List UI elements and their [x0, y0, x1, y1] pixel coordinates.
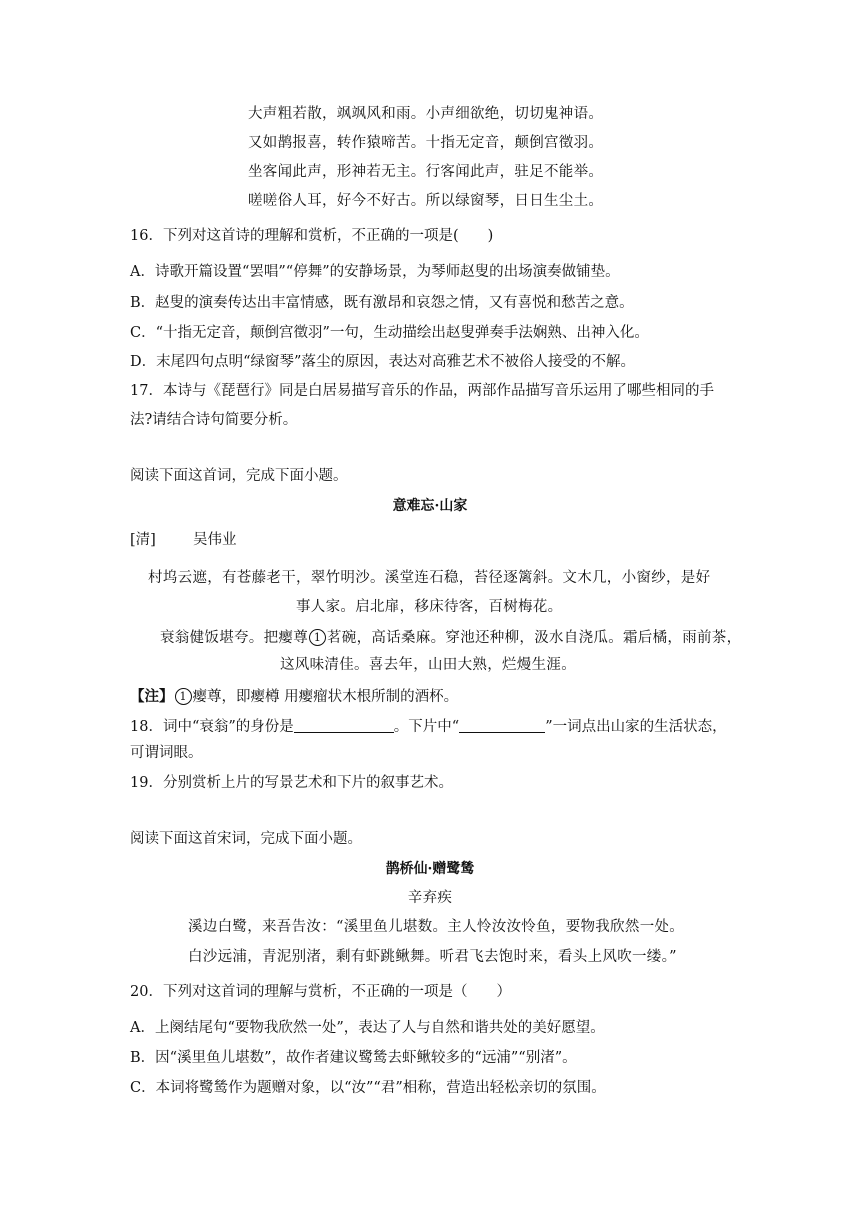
answer-blank[interactable] [294, 718, 394, 733]
author-dynasty: [清] [130, 532, 156, 548]
poem-line: 又如鹊报喜，转作猿啼苦。十指无定音，颠倒宫徵羽。 [248, 135, 604, 151]
note-text: 瘿尊，即瘿樽 用瘿瘤状木根所制的酒杯。 [192, 689, 459, 705]
answer-blank[interactable] [459, 718, 545, 733]
author-name: 吴伟业 [193, 532, 237, 548]
ci-title: 意难忘·山家 [392, 498, 468, 514]
ci-stanza1-line1: 村坞云遮，有苍藤老干，翠竹明沙。溪堂连石稳，苔径逐篱斜。文木几，小窗纱，是好 [148, 570, 711, 586]
question-16-option-d: D．末尾四句点明“绿窗琴”落尘的原因，表达对高雅艺术不被俗人接受的不解。 [130, 354, 635, 370]
poem-line: 坐客闻此声，形神若无主。行客闻此声，驻足不能举。 [248, 164, 604, 180]
section-intro: 阅读下面这首词，完成下面小题。 [130, 468, 348, 484]
question-19: 19．分别赏析上片的写景艺术和下片的叙事艺术。 [130, 775, 453, 791]
poem-line: 大声粗若散，飒飒风和雨。小声细欲绝，切切鬼神语。 [248, 106, 604, 122]
question-17-line1: 17．本诗与《琵琶行》同是白居易描写音乐的作品，两部作品描写音乐运用了哪些相同的手 [130, 383, 714, 399]
question-20-option-a: A．上阕结尾句“要物我欣然一处”，表达了人与自然和谐共处的美好愿望。 [130, 1020, 605, 1036]
question-18-line1: 18．词中“衰翁”的身份是 。下片中“ ”一词点出山家的生活状态， [130, 719, 727, 735]
ci-line: 溪边白鹭，来吾告汝：“溪里鱼儿堪数。主人怜汝汝怜鱼，要物我欣然一处。 [188, 919, 685, 935]
footnote-marker: 1 [175, 688, 192, 705]
question-20-option-c: C．本词将鹭鸶作为题赠对象，以“汝”“君”相称，营造出轻松亲切的氛围。 [130, 1080, 606, 1096]
question-16-option-c: C．“十指无定音，颠倒宫徵羽”一句，生动描绘出赵叟弹奏手法娴熟、出神入化。 [130, 325, 649, 341]
ci-author-line [130, 533, 237, 548]
note-label: 【注】 [130, 688, 174, 705]
question-16-option-a: A．诗歌开篇设置“罢唱”“停舞”的安静场景，为琴师赵叟的出场演奏做铺垫。 [130, 264, 620, 280]
poem-line: 嗟嗟俗人耳，好今不好古。所以绿窗琴，日日生尘土。 [248, 193, 604, 209]
ci-author: 辛弃疾 [407, 890, 453, 906]
question-18-line2: 可谓词眼。 [130, 745, 203, 761]
footnote-marker: 1 [309, 629, 326, 646]
section-intro: 阅读下面这首宋词，完成下面小题。 [130, 831, 362, 847]
ci-line: 白沙远浦，青泥别渚，剩有虾跳鳅舞。听君飞去饱时来，看头上风吹一缕。” [188, 949, 677, 965]
question-17-line2: 法?请结合诗句简要分析。 [130, 412, 298, 428]
ci-stanza2-line1: 衰翁健饭堪夸。把瘿尊 1 茗碗，高话桑麻。穿池还种柳，汲水自浇瓜。霜后橘，雨前茶， [160, 630, 742, 646]
ci-stanza1-line2: 事人家。启北扉，移床待客，百树梅花。 [296, 599, 563, 615]
question-16-stem: 16．下列对这首诗的理解和赏析，不正确的一项是( ) [130, 228, 494, 244]
ci-title: 鹊桥仙·赠鹭鸶 [385, 861, 475, 877]
question-16-option-b: B．赵叟的演奏传达出丰富情感，既有激昂和哀怨之情，又有喜悦和愁苦之意。 [130, 295, 634, 311]
question-20-stem: 20．下列对这首词的理解与赏析，不正确的一项是（ ） [130, 984, 511, 1000]
footnote [130, 688, 458, 705]
question-20-option-b: B．因“溪里鱼儿堪数”，故作者建议鹭鸶去虾鳅较多的“远浦”“别渚”。 [130, 1050, 577, 1066]
ci-stanza2-line2: 这风味清佳。喜去年，山田大熟，烂熳生涯。 [280, 657, 576, 673]
